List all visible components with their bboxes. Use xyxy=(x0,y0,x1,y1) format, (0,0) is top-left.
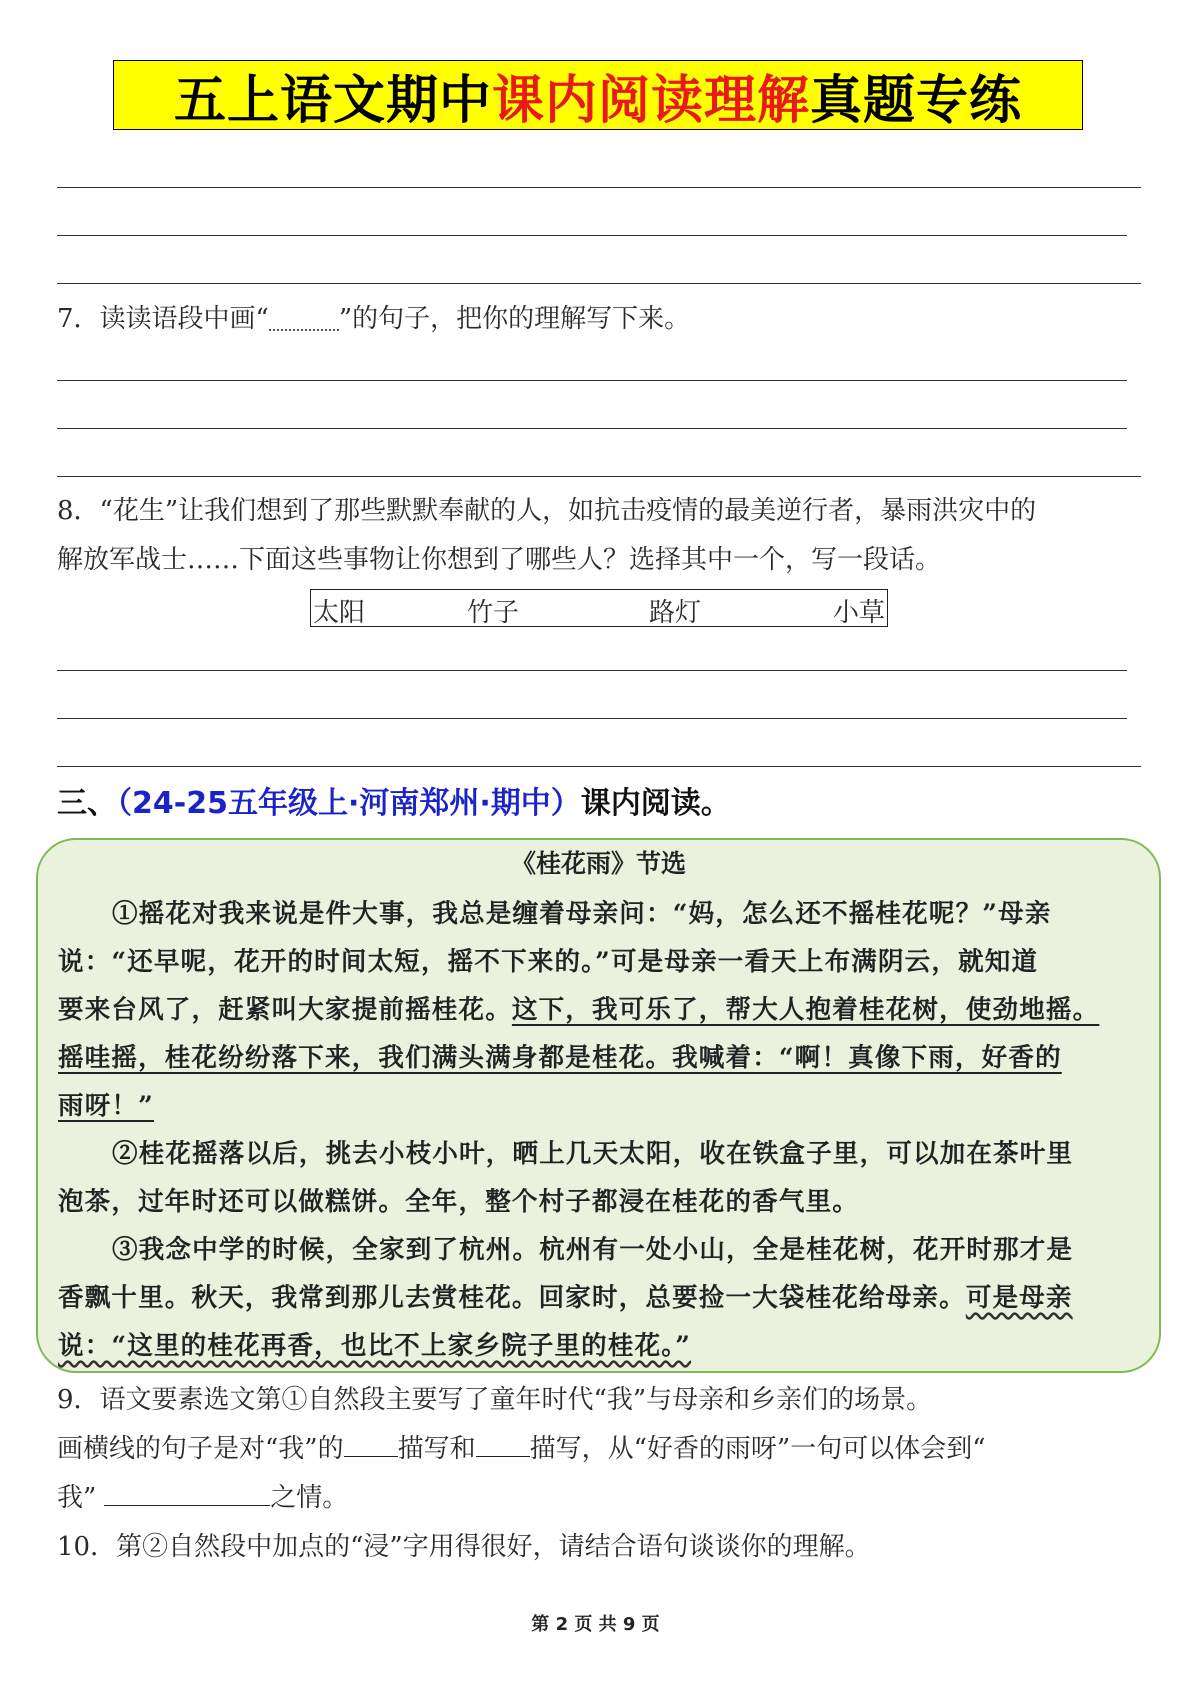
page-title xyxy=(113,60,1083,130)
passage-line: ②桂花摇落以后，挑去小枝小叶，晒上几天太阳，收在铁盒子里，可以加在茶叶里 xyxy=(112,1139,1074,1169)
title-part2: 课内阅读理解 xyxy=(491,70,810,131)
underlined-sentence: 这下，我可乐了，帮大人抱着桂花树，使劲地摇。 xyxy=(511,995,1100,1025)
q9-text: 我” xyxy=(57,1483,97,1513)
choice-item: 太阳 xyxy=(313,598,366,628)
question-8-line2: 解放军战士……下面这些事物让你想到了哪些人？选择其中一个，写一段话。 xyxy=(57,545,942,575)
answer-line xyxy=(57,283,1141,284)
passage-line xyxy=(58,1278,1073,1314)
answer-line xyxy=(57,428,1127,429)
title-part3: 真题专练 xyxy=(810,70,1023,131)
answer-line xyxy=(57,476,1141,477)
wavy-blank xyxy=(269,309,339,331)
choice-item: 小草 xyxy=(833,598,886,628)
underlined-sentence: 雨呀！” xyxy=(58,1091,154,1121)
answer-blank[interactable] xyxy=(104,1477,270,1506)
answer-blank[interactable] xyxy=(344,1428,398,1457)
question-10: 10．第②自然段中加点的“浸”字用得很好，请结合语句谈谈你的理解。 xyxy=(57,1532,871,1562)
question-9-line1: 9．语文要素选文第①自然段主要写了童年时代“我”与母亲和乡亲们的场景。 xyxy=(57,1385,933,1415)
answer-blank[interactable] xyxy=(476,1428,530,1457)
passage-text: 香飘十里。秋天，我常到那儿去赏桂花。回家时，总要捡一大袋桂花给母亲。 xyxy=(58,1283,966,1313)
passage-line: 泡茶，过年时还可以做糕饼。全年，整个村子都浸在桂花的香气里。 xyxy=(58,1187,860,1217)
underlined-sentence: 摇哇摇，桂花纷纷落下来，我们满头满身都是桂花。我喊着：“啊！真像下雨，好香的 xyxy=(58,1043,1062,1073)
q9-text: 之情。 xyxy=(270,1483,349,1513)
passage-line: 说：“还早呢，花开的时间太短，摇不下来的。”可是母亲一看天上布满阴云，就知道 xyxy=(58,947,1039,977)
passage-text: 要来台风了，赶紧叫大家提前摇桂花。 xyxy=(58,995,512,1025)
passage-box xyxy=(36,838,1161,1373)
answer-line xyxy=(57,718,1127,719)
page-number: 第 2 页 共 9 页 xyxy=(531,1614,660,1635)
choice-item: 路灯 xyxy=(649,598,702,628)
q9-text: 描写和 xyxy=(397,1434,476,1464)
section-3-source: （24-25五年级上·河南郑州·期中） xyxy=(117,786,581,821)
section-3-heading xyxy=(57,778,731,822)
answer-line xyxy=(57,380,1127,381)
choice-item: 竹子 xyxy=(467,598,520,628)
answer-line xyxy=(57,235,1127,236)
wavy-sentence: 可是母亲 xyxy=(965,1283,1073,1313)
question-8-line1: 8．“花生”让我们想到了那些默默奉献的人，如抗击疫情的最美逆行者，暴雨洪灾中的 xyxy=(57,496,1037,526)
q7-before: 7．读读语段中画“ xyxy=(57,304,269,334)
question-7 xyxy=(57,295,690,344)
answer-line xyxy=(57,766,1141,767)
section-3-prefix: 三、 xyxy=(57,786,117,821)
q9-text: 描写，从“好香的雨呀”一句可以体会到“ xyxy=(529,1434,986,1464)
wavy-sentence: 说：“这里的桂花再香，也比不上家乡院子里的桂花。” xyxy=(58,1331,692,1361)
question-9-line3 xyxy=(57,1474,348,1523)
passage-title: 《桂花雨》节选 xyxy=(510,849,686,878)
q9-text: 画横线的句子是对“我”的 xyxy=(57,1434,344,1464)
answer-line xyxy=(57,187,1141,188)
choice-box xyxy=(310,589,888,627)
passage-line: ①摇花对我来说是件大事，我总是缠着母亲问：“妈，怎么还不摇桂花呢？”母亲 xyxy=(112,899,1052,929)
section-3-suffix: 课内阅读。 xyxy=(580,786,731,821)
answer-line xyxy=(57,670,1127,671)
passage-line xyxy=(58,990,1099,1026)
q7-after: ”的句子，把你的理解写下来。 xyxy=(338,304,691,334)
title-part1: 五上语文期中 xyxy=(173,70,492,131)
passage-line: ③我念中学的时候，全家到了杭州。杭州有一处小山，全是桂花树，花开时那才是 xyxy=(112,1235,1074,1265)
question-9-line2 xyxy=(57,1425,986,1474)
